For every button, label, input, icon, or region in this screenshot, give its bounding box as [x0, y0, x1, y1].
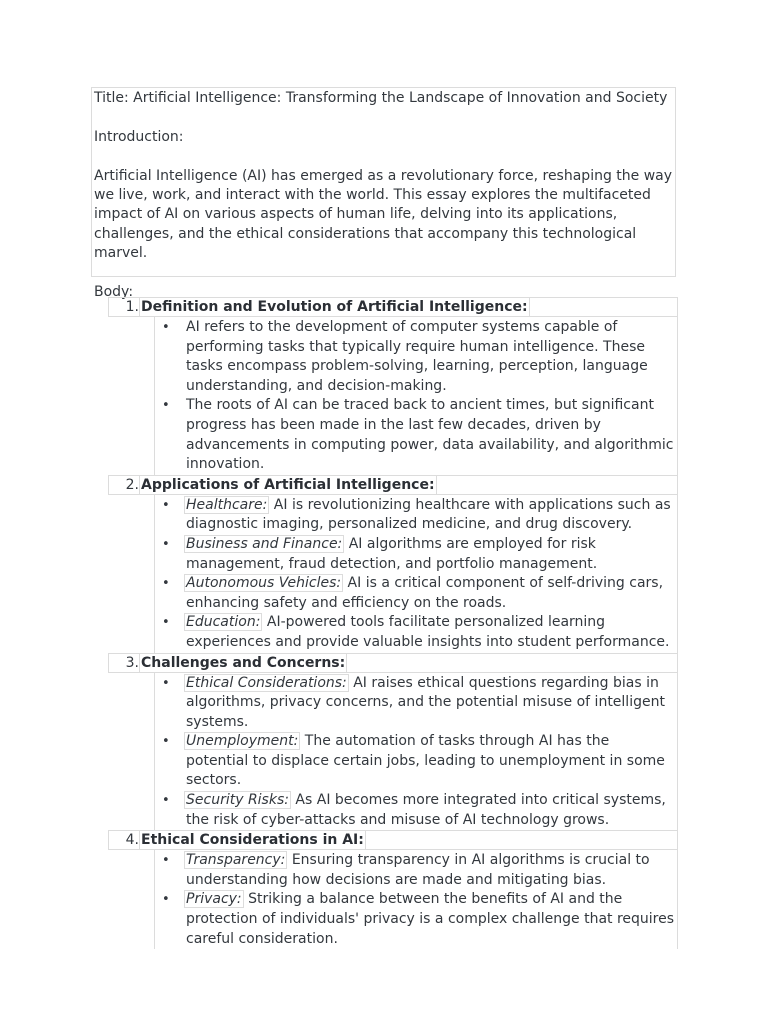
section-heading	[108, 297, 678, 317]
section-heading	[108, 830, 678, 850]
item-term: Autonomous Vehicles:	[186, 575, 342, 592]
item-term: Ethical Considerations:	[186, 674, 347, 691]
section-heading	[108, 653, 678, 673]
outline-list	[108, 297, 678, 947]
item-text: As AI becomes more integrated into critical systems, the risk of cyber-attacks and misuse of AI technology grows.	[186, 792, 666, 828]
list-item	[186, 496, 675, 535]
item-text: Ensuring transparency in AI algorithms is crucial to understanding how decisions are made and mitigating bias.	[186, 852, 650, 888]
item-text: The automation of tasks through AI has the potential to displace certain jobs, leading to unemployment in some sectors.	[186, 733, 665, 789]
item-term: Education:	[186, 614, 261, 631]
section-number: 3.	[125, 654, 139, 671]
list-item	[186, 318, 675, 396]
section-number: 1.	[125, 299, 139, 315]
list-item	[186, 732, 675, 791]
list-item	[186, 613, 675, 652]
list-item	[186, 890, 675, 949]
document-title: Title: Artificial Intelligence: Transforming the Landscape of Innovation and Society	[94, 90, 668, 106]
section-number: 2.	[125, 476, 139, 493]
item-text: Striking a balance between the benefits of AI and the protection of individuals' privacy is a complex challenge that requires careful consideration.	[186, 891, 675, 947]
section-heading	[108, 475, 678, 495]
list-item	[186, 851, 675, 890]
item-text: AI raises ethical questions regarding bias in algorithms, privacy concerns, and the potential misuse of intelligent systems.	[186, 674, 665, 730]
item-term: Unemployment:	[186, 733, 299, 750]
bullet-list	[154, 495, 678, 653]
intro-paragraph: Artificial Intelligence (AI) has emerged as a revolutionary force, reshaping the way we live, work, and interact with the world. This essay explores the multifaceted impact of AI on various aspects of human life, delving into its applications, challenges, and the ethical considerations that accompany this technological marvel.	[94, 167, 673, 262]
item-text: AI is revolutionizing healthcare with applications such as diagnostic imaging, personalized medicine, and drug discovery.	[186, 496, 671, 533]
bullet-list	[154, 317, 678, 475]
body-heading: Body:	[94, 284, 134, 301]
section-title: Definition and Evolution of Artificial Intelligence:	[141, 299, 528, 315]
list-item	[186, 791, 675, 830]
item-term: Security Risks:	[186, 792, 289, 809]
list-item	[186, 574, 675, 613]
intro-heading: Introduction:	[94, 128, 184, 145]
item-term: Business and Finance:	[186, 535, 343, 552]
section-title: Ethical Considerations in AI:	[141, 832, 364, 849]
item-text: AI is a critical component of self-driving cars, enhancing safety and efficiency on the roads.	[186, 575, 664, 611]
item-text: The roots of AI can be traced back to ancient times, but significant progress has been made in the last few decades, driven by advancements in computing power, data availability, and algorithmic innovation.	[186, 397, 674, 473]
section-number: 4.	[125, 832, 139, 849]
bullet-list	[154, 673, 678, 831]
bullet-list	[154, 850, 678, 949]
item-text: AI-powered tools facilitate personalized learning experiences and provide valuable insights into student performance.	[186, 614, 670, 650]
item-text: AI refers to the development of computer systems capable of performing tasks that typically require human intelligence. These tasks encompass problem-solving, learning, perception, language understanding, and decision-making.	[186, 319, 648, 394]
section-title: Challenges and Concerns:	[141, 654, 346, 671]
item-term: Privacy:	[186, 891, 242, 908]
item-term: Transparency:	[186, 852, 286, 869]
list-item	[186, 535, 675, 574]
item-text: AI algorithms are employed for risk management, fraud detection, and portfolio management.	[186, 535, 598, 572]
item-term: Healthcare:	[186, 496, 268, 513]
list-item	[186, 396, 675, 474]
section-title: Applications of Artificial Intelligence:	[141, 476, 435, 493]
intro-block	[91, 87, 676, 301]
list-item	[186, 674, 675, 733]
